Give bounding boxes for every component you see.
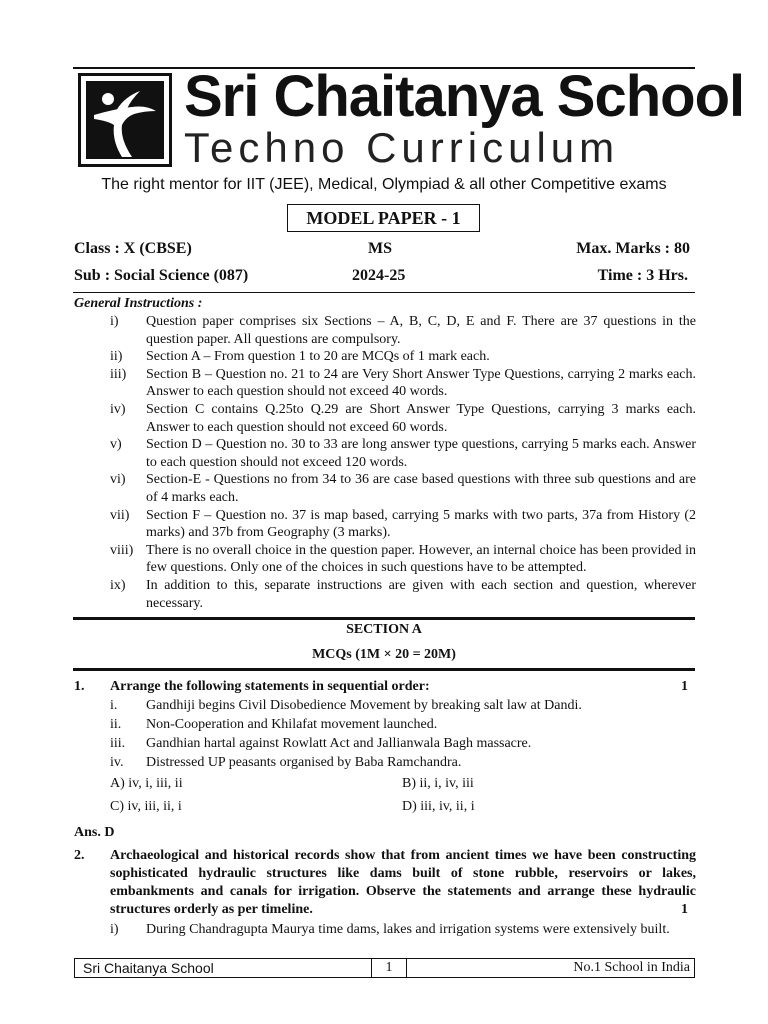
footer-school: Sri Chaitanya School bbox=[75, 959, 372, 977]
instruction-item: v) Section D – Question no. 30 to 33 are long answer type questions, carrying 5 marks each. Answer to each question should not exceed 120 words. bbox=[110, 437, 696, 470]
paper-code: MS bbox=[368, 240, 392, 257]
question-text: Arrange the following statements in sequential order: bbox=[110, 679, 430, 694]
time-duration: Time : 3 Hrs. bbox=[597, 267, 688, 284]
option-d: D) iii, iv, ii, i bbox=[402, 799, 475, 814]
statement-item: i) During Chandragupta Maurya time dams, lakes and irrigation systems were extensively built. bbox=[110, 922, 670, 937]
question-marks: 1 bbox=[681, 679, 688, 694]
question-text: Archaeological and historical records show that from ancient times we have been constructing sophisticated hydraulic structures like dams built of stone rubble, reservoirs or lakes, embankments and canals for irrigation. Observe the statements and arrange these hydraulic structures orderly as per timeline. bbox=[110, 848, 696, 917]
school-logo bbox=[78, 73, 172, 167]
page-number: 1 bbox=[372, 959, 407, 977]
section-rule-bottom bbox=[73, 668, 695, 671]
paper-title: MODEL PAPER - 1 bbox=[287, 204, 480, 232]
question-marks: 1 bbox=[681, 902, 688, 917]
instruction-item: vii) Section F – Question no. 37 is map based, carrying 5 marks with two parts, 37a from History (2 marks) and 37b from Geography (3 marks). bbox=[110, 507, 696, 541]
subject-label: Sub : Social Science (087) bbox=[74, 267, 249, 284]
question-number: 1. bbox=[74, 679, 85, 694]
academic-year: 2024-25 bbox=[352, 267, 406, 284]
question-2 bbox=[74, 847, 696, 957]
footer-slogan: No.1 School in India bbox=[573, 960, 690, 975]
meta-divider bbox=[73, 292, 695, 293]
page-footer bbox=[74, 958, 695, 978]
runner-emblem-icon bbox=[86, 81, 164, 159]
instructions-heading: General Instructions : bbox=[74, 296, 203, 311]
instruction-item: iii) Section B – Question no. 21 to 24 are Very Short Answer Type Questions, carrying 2 marks each. Answer to each question should not exceed 40 words. bbox=[110, 366, 696, 400]
option-b: B) ii, i, iv, iii bbox=[402, 776, 474, 791]
section-title: SECTION A bbox=[346, 622, 422, 637]
question-1 bbox=[74, 678, 696, 838]
statement-item: iv. Distressed UP peasants organised by Baba Ramchandra. bbox=[110, 755, 462, 770]
statement-item: iii. Gandhian hartal against Rowlatt Act and Jallianwala Bagh massacre. bbox=[110, 736, 532, 751]
option-a: A) iv, i, iii, ii bbox=[110, 776, 183, 791]
section-subtitle: MCQs (1M × 20 = 20M) bbox=[312, 647, 456, 662]
instruction-item: ii) Section A – From question 1 to 20 are MCQs of 1 mark each. bbox=[110, 349, 490, 365]
section-rule-top bbox=[73, 617, 695, 620]
answer-1: Ans. D bbox=[74, 825, 115, 840]
question-number: 2. bbox=[74, 848, 85, 863]
school-name: Sri Chaitanya School bbox=[184, 64, 745, 129]
class-label: Class : X (CBSE) bbox=[74, 240, 192, 257]
option-c: C) iv, iii, ii, i bbox=[110, 799, 182, 814]
tagline: The right mentor for IIT (JEE), Medical, Olympiad & all other Competitive exams bbox=[101, 176, 667, 193]
instructions-list bbox=[74, 313, 696, 612]
statement-item: ii. Non-Cooperation and Khilafat movement launched. bbox=[110, 717, 438, 732]
max-marks: Max. Marks : 80 bbox=[576, 240, 690, 257]
instruction-item: ix) In addition to this, separate instructions are given with each section and question, wherever necessary. bbox=[110, 577, 696, 611]
instruction-item: vi) Section-E - Questions no from 34 to 36 are case based questions with three sub questions and are of 4 marks each. bbox=[110, 472, 696, 505]
instruction-item: i) Question paper comprises six Sections – A, B, C, D, E and F. There are 37 questions in the question paper. All questions are compulsory. bbox=[110, 314, 696, 347]
statement-item: i. Gandhiji begins Civil Disobedience Movement by breaking salt law at Dandi. bbox=[110, 698, 582, 713]
instruction-item: viii) There is no overall choice in the question paper. However, an internal choice has been provided in few questions. Only one of the choices in such questions have to be attempted. bbox=[110, 542, 696, 576]
curriculum-name: Techno Curriculum bbox=[184, 124, 620, 171]
instruction-item: iv) Section C contains Q.25to Q.29 are Short Answer Type Questions, carrying 3 marks each. Answer to each question should not exceed 60 words. bbox=[110, 401, 696, 435]
